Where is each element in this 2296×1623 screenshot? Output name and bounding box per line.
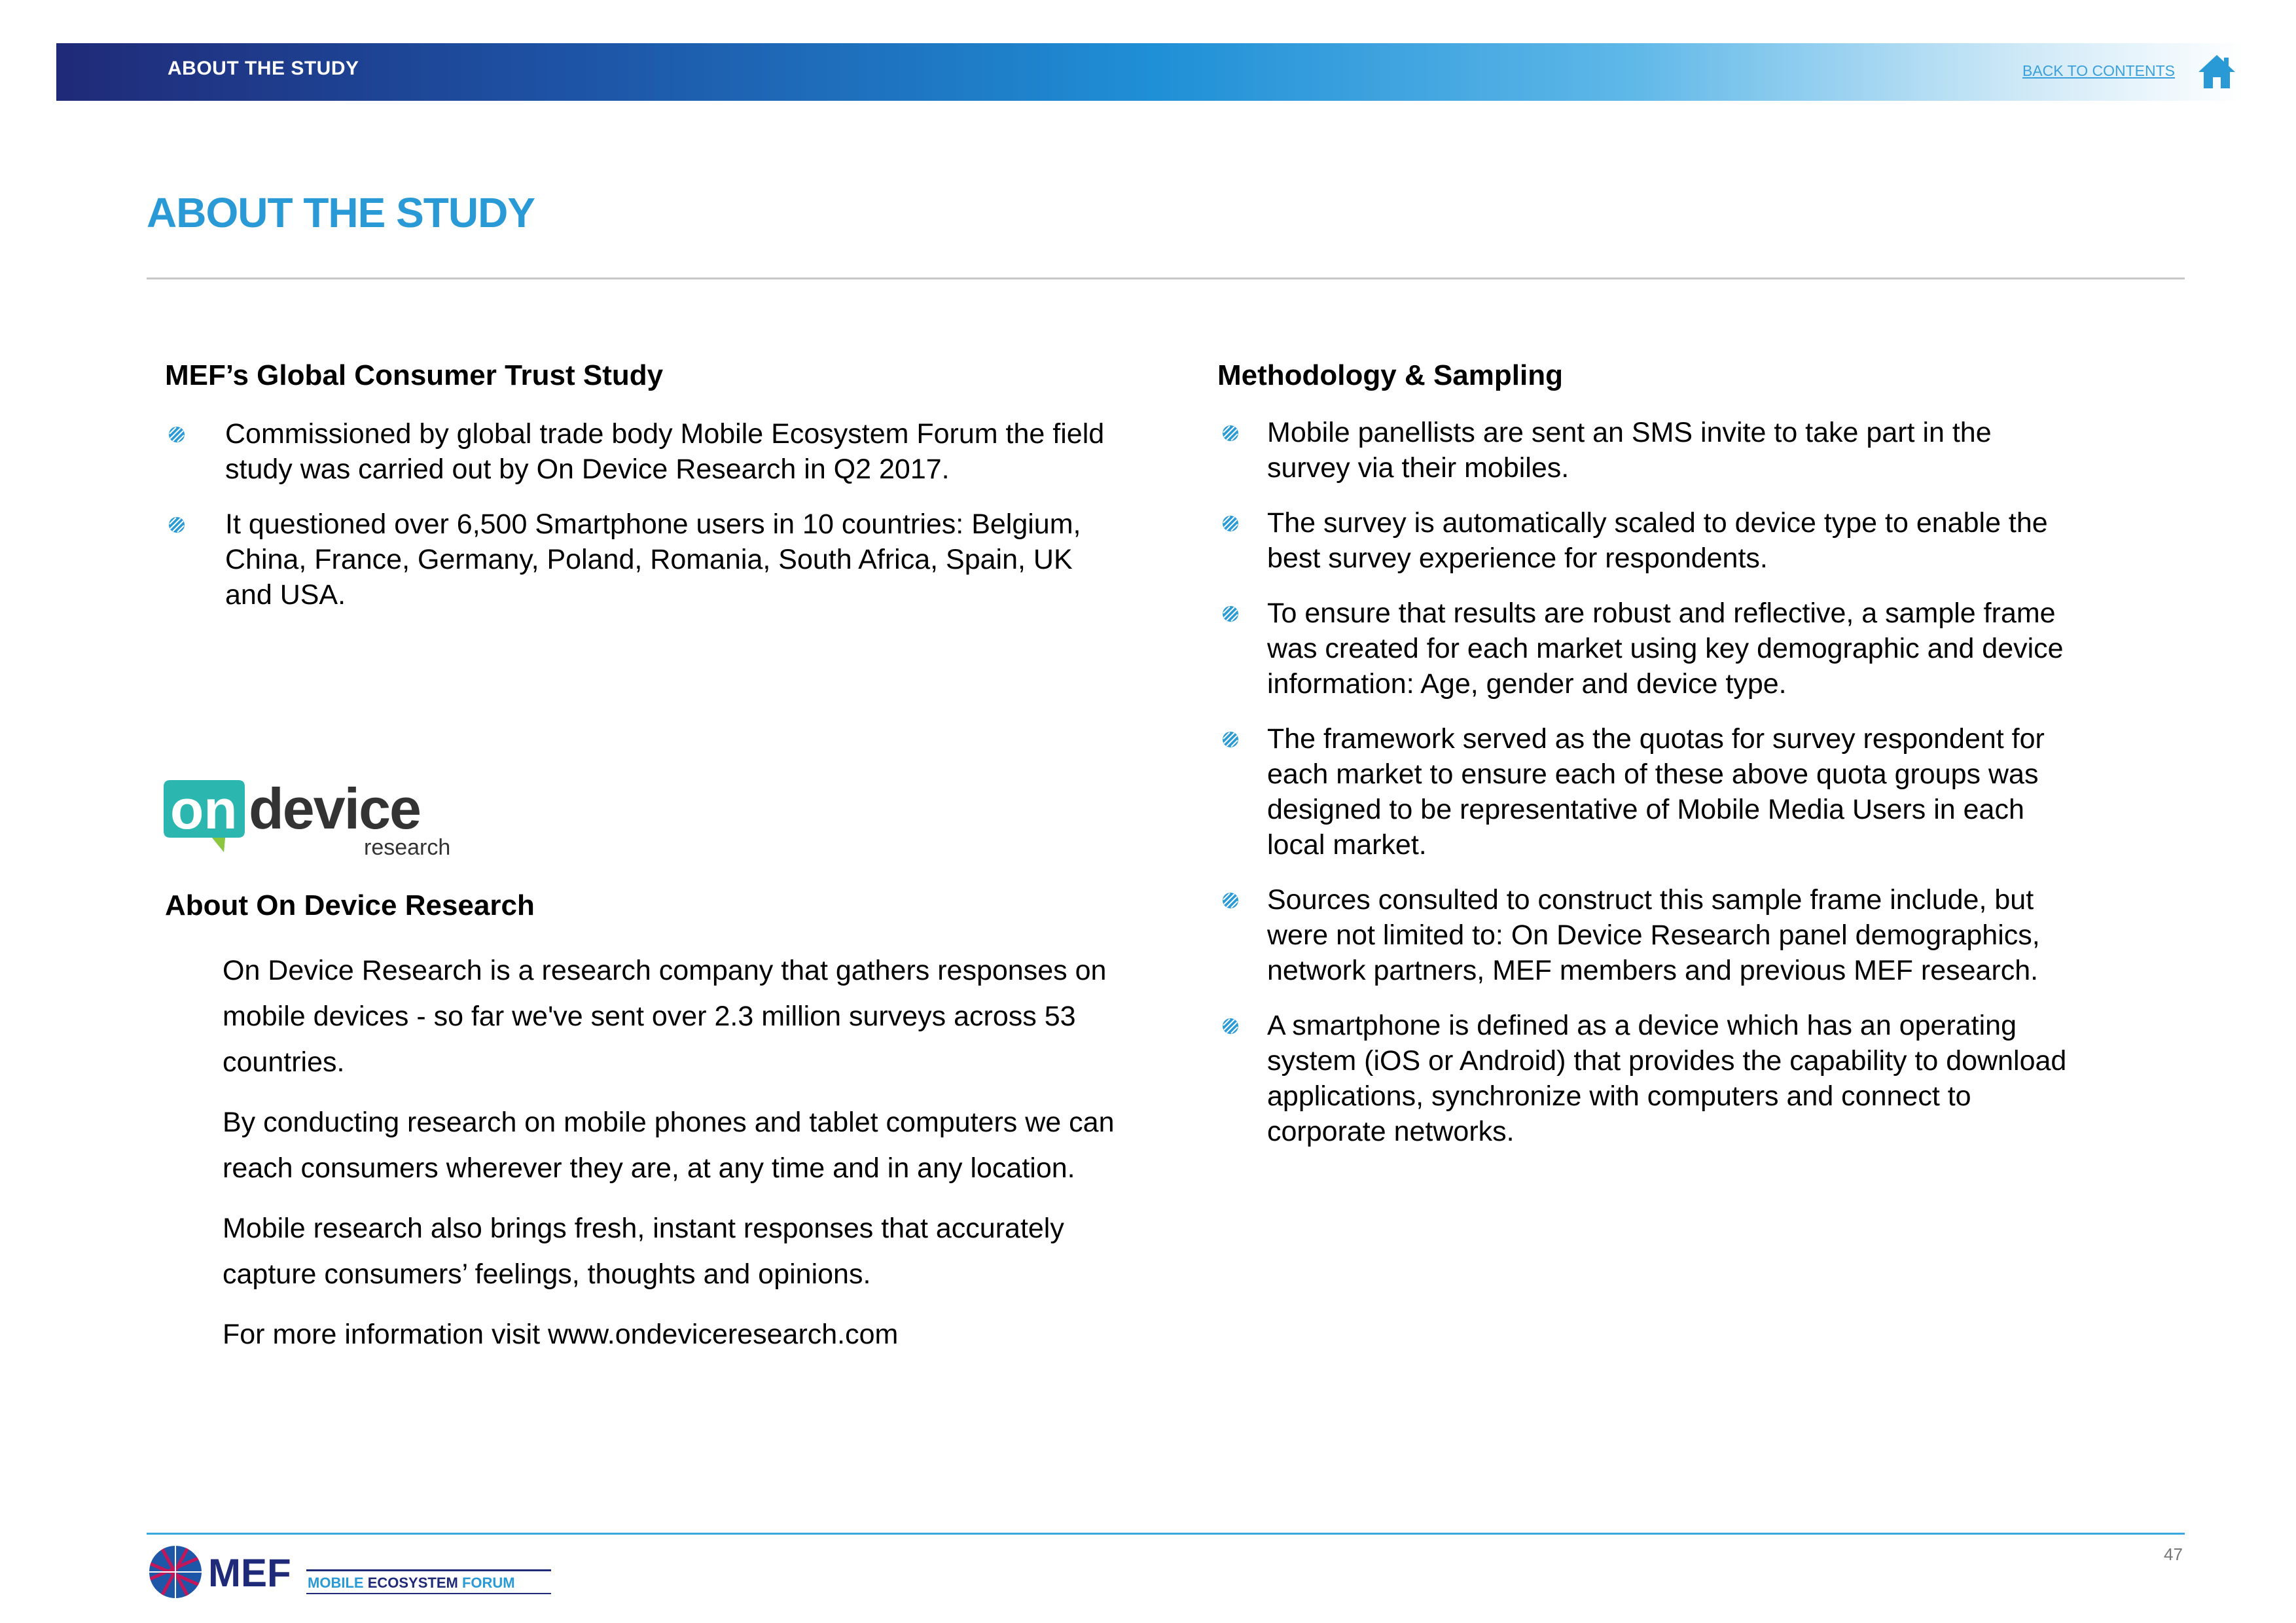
methodology-bullet-item — [1221, 505, 2072, 576]
page-number: 47 — [2164, 1544, 2183, 1564]
study-heading: MEF’s Global Consumer Trust Study — [165, 359, 664, 391]
about-paragraphs — [223, 948, 1139, 1372]
title-divider — [147, 277, 2185, 279]
globe-bullet-icon — [168, 516, 186, 534]
about-paragraph: By conducting research on mobile phones and tablet computers we can reach consumers wherever they are, at any time and in any location. — [223, 1107, 1115, 1184]
study-bullet-item — [168, 416, 1123, 487]
logo-research-text: research — [364, 835, 451, 860]
methodology-bullet-text: Sources consulted to construct this sample frame include, but were not limited to: On Device Research panel demographics, network partners, MEF members and previous MEF research. — [1267, 884, 2040, 986]
footer-divider — [147, 1533, 2185, 1535]
methodology-bullet-text: The framework served as the quotas for survey respondent for each market to ensure each of these above quota groups was designed to be representative of Mobile Media Users in each local market. — [1267, 723, 2045, 861]
methodology-bullet-item — [1221, 596, 2072, 702]
globe-bullet-icon — [1221, 514, 1240, 533]
study-bullet-text: Commissioned by global trade body Mobile Ecosystem Forum the field study was carried out by On Device Research in Q2 2017. — [225, 418, 1105, 485]
home-icon[interactable] — [2197, 52, 2237, 90]
about-heading: About On Device Research — [165, 889, 535, 921]
globe-bullet-icon — [168, 425, 186, 444]
methodology-bullet-item — [1221, 721, 2072, 863]
about-paragraph: On Device Research is a research company that gathers responses on mobile devices - so far we've sent over 2.3 million surveys across 53 countries. — [223, 955, 1107, 1078]
methodology-bullet-text: A smartphone is defined as a device which has an operating system (iOS or Android) that provides the capability to download applications, synchronize with computers and connect to corporate networks. — [1267, 1010, 2067, 1147]
methodology-bullet-text: Mobile panellists are sent an SMS invite to take part in the survey via their mobiles. — [1267, 417, 1992, 484]
header-bar — [56, 43, 2245, 101]
page-title: ABOUT THE STUDY — [147, 189, 535, 236]
logo-on-text: on — [170, 779, 238, 840]
mef-logo-tagline: MOBILE ECOSYSTEM FORUM — [308, 1575, 515, 1591]
methodology-bullet-item — [1221, 1008, 2072, 1149]
methodology-bullet-text: To ensure that results are robust and reflective, a sample frame was created for each market using key demographic and device information: Age, gender and device type. — [1267, 597, 2064, 700]
globe-bullet-icon — [1221, 730, 1240, 749]
header-section-label: ABOUT THE STUDY — [168, 58, 359, 79]
globe-bullet-icon — [1221, 1017, 1240, 1035]
study-bullet-list — [168, 416, 1123, 632]
about-paragraph: For more information visit www.ondeviceresearch.com — [223, 1319, 899, 1350]
globe-bullet-icon — [1221, 424, 1240, 442]
methodology-bullet-text: The survey is automatically scaled to device type to enable the best survey experience for respondents. — [1267, 507, 2048, 574]
globe-bullet-icon — [1221, 891, 1240, 910]
mef-logo — [145, 1542, 551, 1602]
logo-device-text: device — [249, 776, 420, 841]
study-bullet-item — [168, 507, 1123, 613]
back-to-contents-link[interactable]: BACK TO CONTENTS — [2022, 62, 2176, 79]
methodology-bullet-item — [1221, 415, 2072, 486]
ondevice-research-logo — [157, 775, 452, 864]
study-bullet-text: It questioned over 6,500 Smartphone users in 10 countries: Belgium, China, France, Germany, Poland, Romania, South Africa, Spain, UK and USA. — [225, 508, 1081, 611]
globe-bullet-icon — [1221, 605, 1240, 623]
methodology-heading: Methodology & Sampling — [1217, 359, 1563, 391]
methodology-bullet-list — [1221, 415, 2072, 1169]
about-paragraph: Mobile research also brings fresh, instant responses that accurately capture consumers’ feelings, thoughts and opinions. — [223, 1213, 1064, 1290]
methodology-bullet-item — [1221, 882, 2072, 988]
mef-logo-text: MEF — [208, 1551, 291, 1595]
